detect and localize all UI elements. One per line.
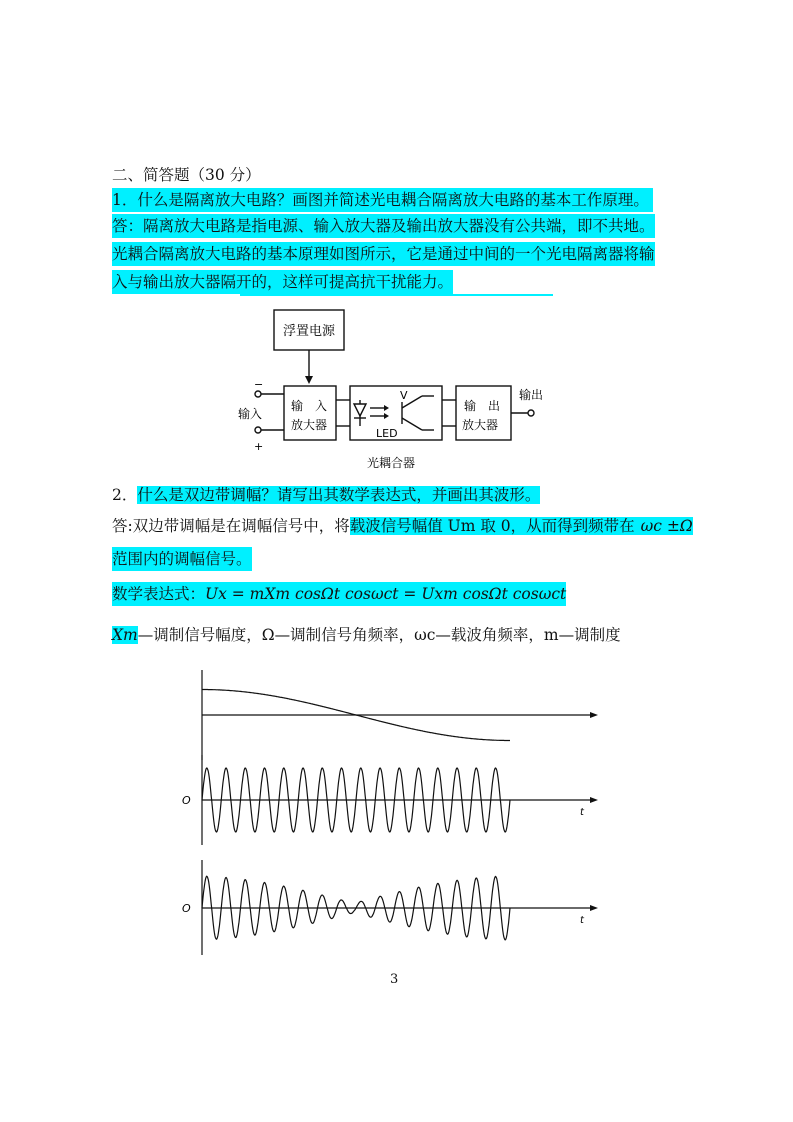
answer-1-line-3: 入与输出放大器隔开的，这样可提高抗干扰能力。 [112, 270, 453, 294]
v-label: V [400, 389, 408, 402]
output-amp-label-1: 输 出 [464, 399, 501, 413]
optocoupler-diagram [232, 300, 562, 480]
page-number: 3 [390, 972, 399, 987]
question-2-text: 什么是双边带调幅？请写出其数学表达式，并画出其波形。 [137, 486, 541, 504]
t-label-3: t [580, 915, 584, 926]
origin-label-2: O [182, 794, 191, 807]
output-label: 输出 [519, 388, 544, 402]
formula-prefix: 数学表达式： [112, 585, 206, 603]
answer-1-line-2: 光耦合隔离放大电路的基本原理如图所示，它是通过中间的一个光电隔离器将输 [112, 242, 655, 266]
led-label: LED [376, 427, 398, 440]
highlight-rule [240, 294, 553, 296]
question-2-prefix: 2． [112, 486, 138, 504]
diagram-caption: 光耦合器 [367, 456, 416, 470]
answer-1-line-1: 答：隔离放大电路是指电源、输入放大器及输出放大器没有公共端，即不共地。 [112, 214, 655, 238]
def-xm: Xm [112, 626, 138, 644]
formula-line [112, 582, 566, 606]
answer-2-prefix: 答:双边带调幅是在调幅信号中，将 [112, 517, 350, 535]
question-2 [112, 483, 540, 507]
question-1: 1．什么是隔离放大电路？画图并简述光电耦合隔离放大电路的基本工作原理。 [112, 188, 653, 212]
input-amp-label-1: 输 入 [291, 399, 328, 413]
power-label: 浮置电源 [283, 324, 336, 339]
answer-2-line-1 [112, 514, 693, 538]
plus-label: + [254, 440, 264, 453]
t-label-2: t [580, 807, 584, 818]
answer-2-highlight: 载波信号幅值 Um 取 0，从而得到频带在 [349, 517, 635, 535]
formula: Ux = mXm cosΩt cosωct = Uxm cosΩt cosωct [205, 585, 567, 603]
waveform-figure [170, 660, 600, 960]
def-rest: —调制信号幅度，Ω—调制信号角频率，ωc—载波角频率，m—调制度 [137, 626, 621, 644]
answer-2-omega: ωc ±Ω [635, 517, 693, 535]
section-title: 二、简答题（30 分） [112, 166, 261, 184]
input-amp-label-2: 放大器 [291, 418, 328, 432]
output-amp-label-2: 放大器 [462, 418, 499, 432]
origin-label-3: O [182, 902, 191, 915]
answer-2-line-2: 范围内的调幅信号。 [112, 547, 252, 571]
input-label: 输入 [238, 407, 263, 421]
definitions-line [112, 623, 621, 647]
minus-label: − [254, 378, 264, 391]
